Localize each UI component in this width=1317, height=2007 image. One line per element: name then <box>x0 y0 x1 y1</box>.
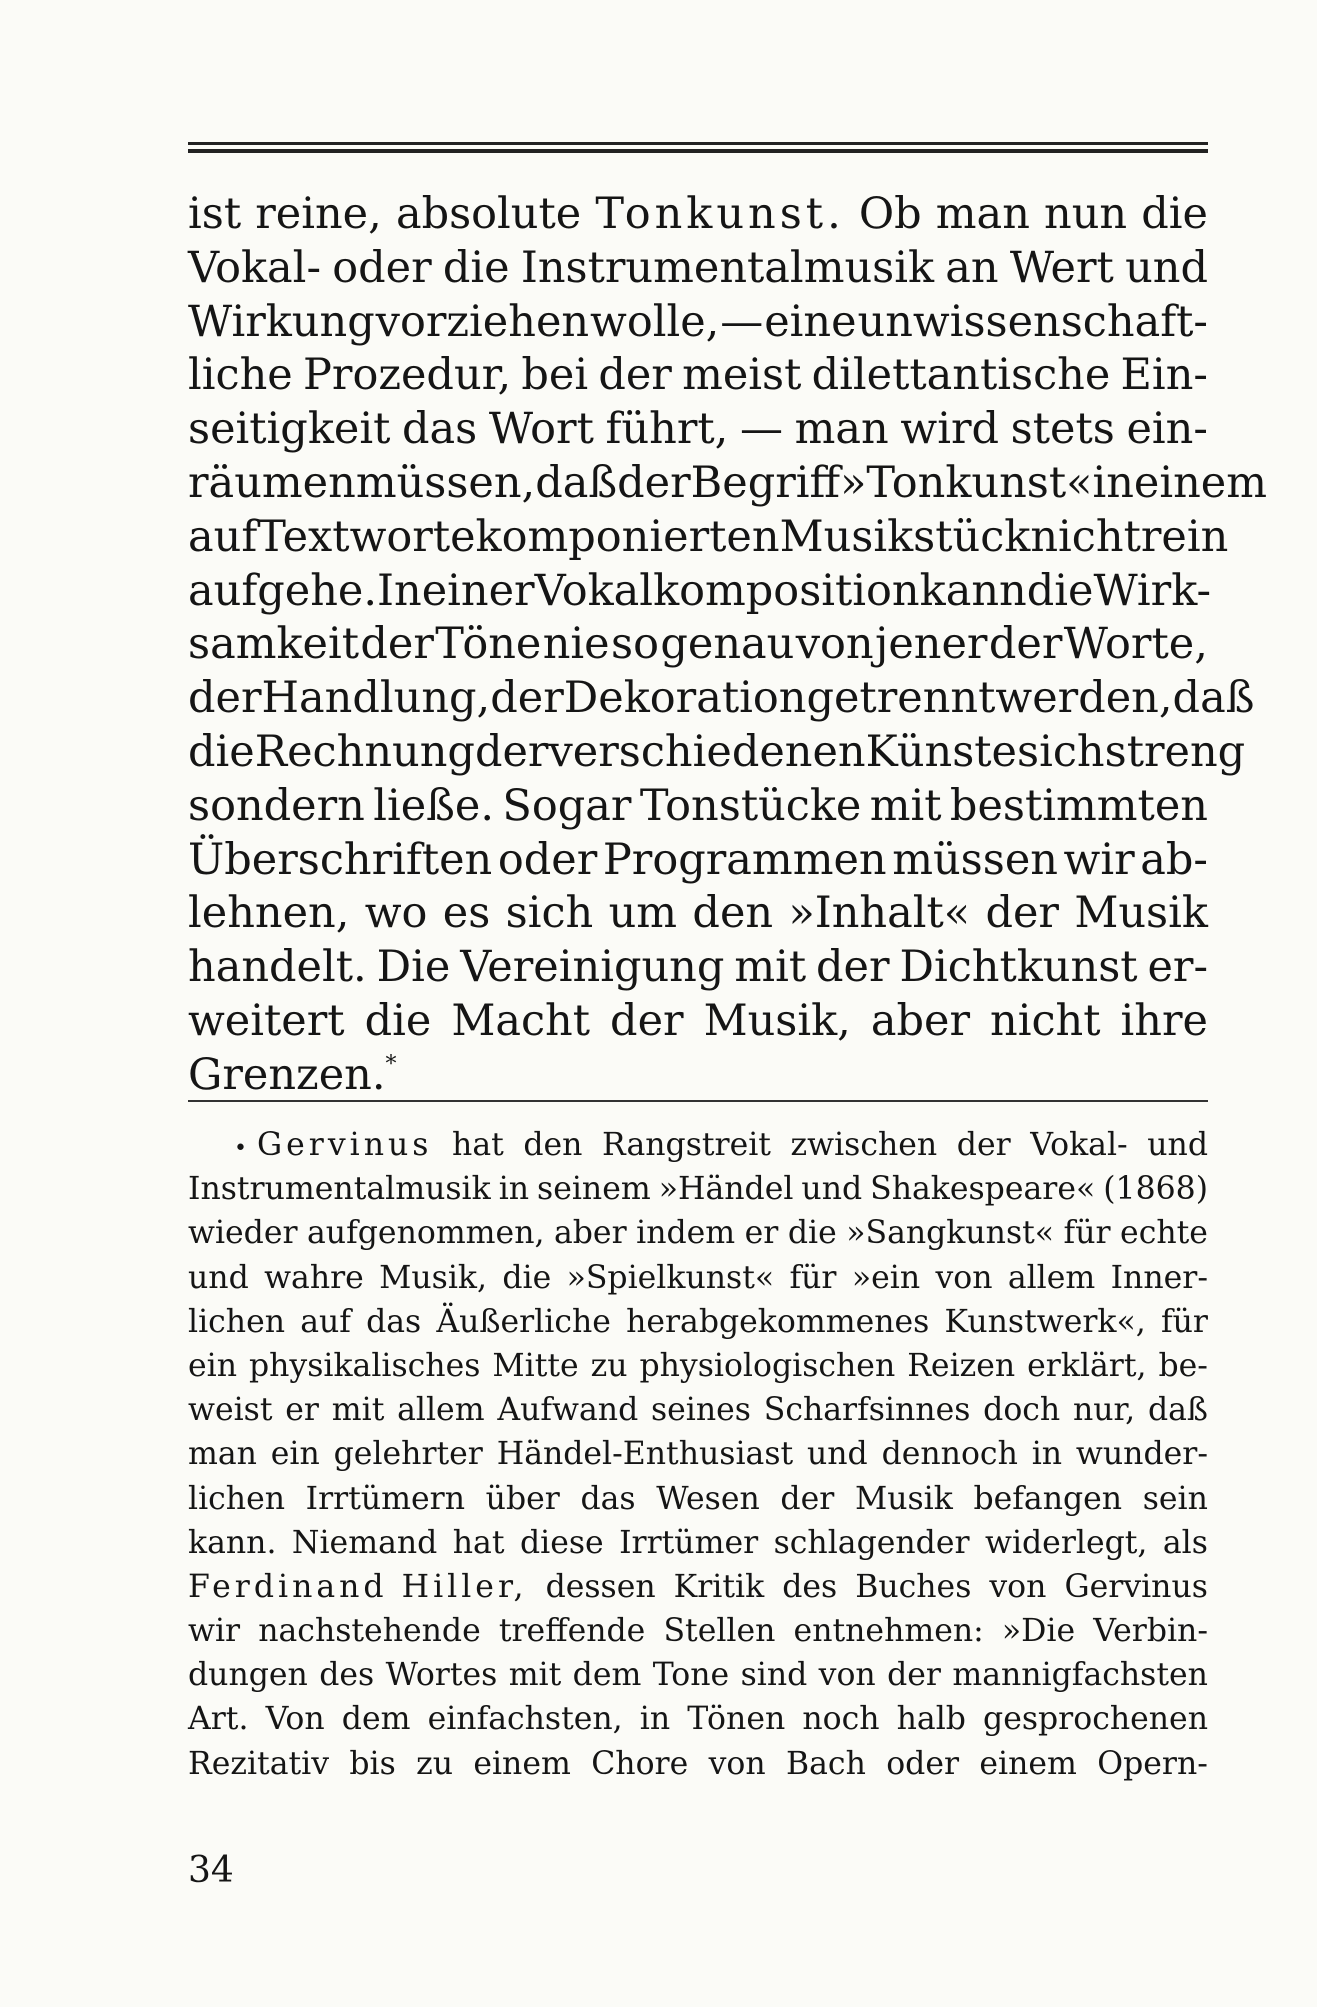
page-number: 34 <box>188 1850 234 1891</box>
word: »Sangkunst« <box>846 1215 1055 1252</box>
word: Instrumentalmusik <box>520 242 935 293</box>
word: in <box>639 1701 671 1738</box>
word: indem <box>636 1215 736 1252</box>
word: Chore <box>591 1745 689 1782</box>
word: halb <box>896 1701 966 1738</box>
word: Gervinus <box>256 1127 433 1163</box>
word: weitert <box>188 995 345 1046</box>
word: Kritik <box>673 1568 765 1605</box>
word: der <box>988 619 1063 670</box>
word: Tone <box>652 1657 730 1694</box>
word: samkeit <box>188 619 360 670</box>
word: be- <box>1158 1347 1208 1384</box>
text-line <box>188 511 1229 565</box>
word: zu <box>590 1347 628 1384</box>
word: gelehrter <box>333 1436 483 1473</box>
footnote-line <box>188 1300 1208 1344</box>
word: Inner- <box>1110 1259 1208 1296</box>
text-line <box>188 672 1255 726</box>
word: als <box>1162 1524 1208 1561</box>
word: lehnen, <box>188 888 350 939</box>
word: sein <box>1142 1480 1208 1517</box>
word: nun <box>1044 189 1128 239</box>
word: Tönen <box>687 1701 786 1738</box>
word: nicht <box>990 995 1101 1046</box>
word: ein <box>188 1347 238 1384</box>
word: zwischen <box>790 1127 938 1163</box>
word: seinem <box>537 1171 651 1208</box>
word: Grenzen. <box>188 1049 386 1100</box>
word: noch <box>802 1701 880 1738</box>
word: verschiedenen <box>548 726 866 777</box>
word: ab- <box>1140 834 1208 885</box>
word: in <box>498 1171 530 1208</box>
text-line <box>188 457 1268 511</box>
word: Rezitativ <box>188 1745 329 1782</box>
word: Von <box>265 1701 325 1738</box>
word: müssen, <box>355 457 536 508</box>
word: Aufwand <box>497 1392 639 1429</box>
word: der <box>490 673 564 724</box>
text-line <box>188 618 1208 672</box>
word: die <box>188 726 255 777</box>
footnote-line <box>188 1477 1208 1521</box>
word: der <box>617 457 691 508</box>
word: (1868) <box>1103 1171 1208 1208</box>
word: physiologischen <box>639 1347 896 1384</box>
word: Scharfsinnes <box>763 1392 971 1429</box>
word: den <box>692 888 774 939</box>
word: komponierten <box>475 511 780 562</box>
word: Händel-Enthusiast <box>496 1436 794 1473</box>
text-line <box>188 941 1208 995</box>
word: dem <box>341 1701 411 1738</box>
word: aufgehe. <box>188 565 378 616</box>
text-line <box>188 780 1208 834</box>
word: nicht <box>1030 511 1141 562</box>
word: oder <box>886 1745 960 1782</box>
word: Shakespeare« <box>870 1171 1096 1208</box>
word: von <box>935 1259 993 1296</box>
footnote-bullet: • <box>234 1136 247 1161</box>
word: man <box>188 1436 257 1473</box>
word: mit <box>869 780 942 831</box>
word: Begriff <box>690 457 841 508</box>
word: des <box>319 1657 375 1694</box>
word: stets <box>1010 404 1115 455</box>
word: »Händel <box>658 1171 794 1208</box>
word: Programmen <box>602 834 887 885</box>
header-rule-thin <box>188 142 1208 145</box>
word: liche <box>188 350 293 401</box>
word: sondern <box>188 780 365 831</box>
word: Musikstück <box>779 511 1031 562</box>
word: streng <box>1104 726 1246 777</box>
word: herabgekommenes <box>626 1303 930 1340</box>
word: erklärt, <box>1027 1347 1147 1384</box>
word: dem <box>572 1657 642 1694</box>
main-text-block <box>188 188 1268 1103</box>
word: der <box>360 619 434 670</box>
word: daß <box>1172 673 1255 724</box>
word: wahre <box>264 1259 364 1296</box>
word: die <box>1141 189 1208 239</box>
word: werden, <box>995 673 1173 724</box>
word: Macht <box>451 995 591 1046</box>
word: die <box>787 1215 837 1252</box>
word: von <box>795 619 874 670</box>
word: Äußerliche <box>436 1303 611 1340</box>
word: Dichtkunst <box>899 942 1138 993</box>
footnote-line <box>188 1388 1208 1432</box>
word: aufgenommen, <box>307 1215 545 1252</box>
word: Niemand <box>291 1524 438 1561</box>
word: »ein <box>851 1259 921 1296</box>
word: Irrtümer <box>619 1524 759 1561</box>
word: Tonkunst. <box>595 189 845 239</box>
word: Irrtümern <box>305 1480 466 1517</box>
word: oder <box>332 242 432 293</box>
word: des <box>782 1568 838 1605</box>
word: — <box>740 404 783 455</box>
word: reine, <box>255 189 382 239</box>
word: der <box>985 888 1059 939</box>
footnote-line <box>188 1167 1208 1211</box>
word: ein- <box>1126 404 1208 455</box>
word: von <box>708 1745 766 1782</box>
text-line <box>188 995 1208 1049</box>
word: Wesen <box>656 1480 760 1517</box>
word: gesprochenen <box>983 1701 1208 1738</box>
word: Musik, <box>703 995 851 1046</box>
word: Wort <box>488 404 594 455</box>
word: die <box>364 995 432 1046</box>
word: »Tonkunst« <box>840 457 1093 508</box>
word: einfachsten, <box>427 1701 623 1738</box>
word: »Inhalt« <box>788 888 971 939</box>
footnote-reference-mark[interactable]: * <box>385 1051 397 1077</box>
word: meist <box>682 350 802 401</box>
word: zu <box>416 1745 453 1782</box>
word: aber <box>553 1215 627 1252</box>
word: mit <box>331 1392 385 1429</box>
footnote-line <box>188 1521 1208 1565</box>
word: dilettantische <box>811 350 1111 401</box>
word: Tonstücke <box>639 780 862 831</box>
footnote-block <box>188 1123 1208 1786</box>
word: diese <box>519 1524 604 1561</box>
word: über <box>485 1480 560 1517</box>
word: mit <box>734 942 807 993</box>
word: ist <box>188 189 242 239</box>
footnote-line <box>188 1697 1208 1741</box>
word: hat <box>452 1524 505 1561</box>
word: »Die <box>1001 1613 1076 1650</box>
word: der <box>780 1480 835 1517</box>
word: kann. <box>188 1524 277 1561</box>
word: der <box>474 726 549 777</box>
text-line <box>188 834 1208 888</box>
word: auf <box>188 511 258 562</box>
word: Mitte <box>492 1347 579 1384</box>
word: Überschriften <box>188 834 493 885</box>
footnote-line <box>188 1123 1208 1167</box>
word: den <box>523 1127 583 1163</box>
word: ein <box>270 1436 320 1473</box>
word: in <box>1031 1436 1063 1473</box>
word: wir <box>1063 834 1135 885</box>
word: man <box>794 404 889 455</box>
word: handelt. <box>188 942 367 993</box>
word: einem <box>979 1745 1077 1782</box>
word: das <box>366 1303 422 1340</box>
word: Worte, <box>1063 619 1208 670</box>
word: die <box>502 1259 552 1296</box>
word: Vokalkomposition <box>534 565 920 616</box>
word: bei <box>521 350 589 401</box>
footnote-line <box>188 1653 1208 1697</box>
word: an <box>945 242 999 293</box>
word: echte <box>1120 1215 1208 1252</box>
word: die <box>1026 565 1094 616</box>
word: einer <box>421 565 535 616</box>
word: und <box>1147 1127 1208 1163</box>
word: jener <box>874 619 988 670</box>
word: rein <box>1140 511 1229 562</box>
word: man <box>935 189 1030 239</box>
word: ihre <box>1120 995 1208 1046</box>
word: — <box>720 296 764 347</box>
word: Wert <box>1009 242 1114 293</box>
word: Ob <box>858 189 922 239</box>
word: von <box>818 1657 876 1694</box>
word: wunder- <box>1075 1436 1208 1473</box>
word: es <box>442 888 491 939</box>
text-line <box>188 403 1208 457</box>
word: Wortes <box>385 1657 498 1694</box>
word: Verbin- <box>1093 1613 1208 1650</box>
word: er <box>744 1215 779 1252</box>
word: Musik <box>1074 888 1208 939</box>
word: schlagender <box>773 1524 970 1561</box>
word: unwissenschaft- <box>857 296 1208 347</box>
word: weist <box>188 1392 273 1429</box>
word: lichen <box>188 1303 286 1340</box>
header-double-rule <box>188 142 1208 154</box>
word: Ein- <box>1120 350 1208 401</box>
word: Reizen <box>907 1347 1016 1384</box>
word: der <box>887 1657 941 1694</box>
word: einem <box>473 1745 571 1782</box>
word: das <box>402 404 478 455</box>
word <box>234 1123 432 1167</box>
word: Vereinigung <box>460 942 725 993</box>
word: bestimmten <box>949 780 1208 831</box>
word: so <box>611 619 659 670</box>
word: entnehmen: <box>793 1613 984 1650</box>
word: mannigfachsten <box>952 1657 1208 1694</box>
word: führt, <box>605 404 729 455</box>
word: lichen <box>188 1480 286 1517</box>
word: für <box>1063 1215 1111 1252</box>
word: eine <box>764 296 857 347</box>
word: der <box>956 1127 1011 1163</box>
header-rule-thick <box>188 149 1208 153</box>
word: widerlegt, <box>984 1524 1148 1561</box>
word: daß <box>1147 1392 1208 1429</box>
word: genau <box>660 619 795 670</box>
footnote-line <box>188 1344 1208 1388</box>
footnote-line <box>188 1211 1208 1255</box>
word: sich <box>505 888 594 939</box>
word: allem <box>397 1392 485 1429</box>
word: wieder <box>188 1215 298 1252</box>
word: Die <box>376 942 451 993</box>
word: wolle, <box>590 296 720 347</box>
word: Art. <box>188 1701 249 1738</box>
word: mit <box>508 1657 562 1694</box>
word: der <box>816 942 890 993</box>
text-line <box>188 296 1208 350</box>
word: einem <box>1133 457 1268 508</box>
word: müssen <box>892 834 1058 885</box>
word: der <box>610 995 684 1046</box>
word: dessen <box>545 1568 656 1605</box>
word: Sogar <box>502 780 632 831</box>
word: ließe. <box>373 780 495 831</box>
word: der <box>598 350 672 401</box>
word: Rechnung <box>254 726 475 777</box>
word: die <box>442 242 510 293</box>
word: seines <box>651 1392 751 1429</box>
text-line <box>188 726 1246 780</box>
footnote-line <box>188 1742 1208 1786</box>
word: um <box>608 888 678 939</box>
word: Gervinus <box>1064 1568 1208 1605</box>
word: wo <box>364 888 428 939</box>
word: Musik, <box>379 1259 488 1296</box>
text-line <box>188 188 1208 242</box>
word: Vokal- <box>188 242 321 293</box>
word: physikalisches <box>248 1347 481 1384</box>
word: Buches <box>855 1568 972 1605</box>
word: daß <box>535 457 618 508</box>
word: Ferdinand Hiller, <box>188 1568 528 1605</box>
word: er- <box>1147 942 1208 993</box>
word: Musik <box>854 1480 953 1517</box>
word: allem <box>1007 1259 1096 1296</box>
word: Töne <box>435 619 542 670</box>
word: Wirk- <box>1093 565 1212 616</box>
word: Textworte <box>257 511 476 562</box>
word: in <box>1092 457 1134 508</box>
word: befangen <box>973 1480 1123 1517</box>
footnote-line <box>188 1256 1208 1300</box>
footnote-line <box>188 1432 1208 1476</box>
word: getrennt <box>806 673 996 724</box>
text-line <box>188 565 1212 619</box>
word: für <box>789 1259 837 1296</box>
footnote-line <box>188 1565 1208 1609</box>
word: Opern- <box>1097 1745 1208 1782</box>
word: das <box>580 1480 636 1517</box>
text-line <box>188 887 1208 941</box>
word: und <box>188 1259 249 1296</box>
word: Prozedur, <box>302 350 512 401</box>
word: auf <box>300 1303 351 1340</box>
word: sich <box>1017 726 1105 777</box>
word: und <box>806 1436 868 1473</box>
word: dennoch <box>881 1436 1018 1473</box>
word: Instrumentalmusik <box>188 1171 491 1208</box>
word: treffende <box>498 1613 646 1650</box>
word: Bach <box>786 1745 866 1782</box>
word: seitigkeit <box>188 404 391 455</box>
word: Rangstreit <box>602 1127 771 1163</box>
word: »Spielkunst« <box>566 1259 775 1296</box>
footnote-line <box>188 1609 1208 1653</box>
text-line <box>188 242 1208 296</box>
word: und <box>801 1171 863 1208</box>
word: hat <box>452 1127 504 1163</box>
word: aber <box>870 995 971 1046</box>
word: wir <box>188 1613 241 1650</box>
word: Stellen <box>663 1613 776 1650</box>
word: Handlung, <box>261 673 491 724</box>
word: sind <box>740 1657 808 1694</box>
word: nie <box>542 619 610 670</box>
word: räumen <box>188 457 356 508</box>
word: für <box>1160 1303 1208 1340</box>
word: oder <box>497 834 598 885</box>
word: Künste <box>865 726 1018 777</box>
text-line-last <box>188 1049 1208 1103</box>
word: doch <box>983 1392 1061 1429</box>
word: Kunstwerk«, <box>944 1303 1146 1340</box>
word: Dekoration <box>563 673 807 724</box>
text-line <box>188 349 1208 403</box>
word: kann <box>919 565 1027 616</box>
word: nur, <box>1072 1392 1136 1429</box>
word: und <box>1125 242 1208 293</box>
word: nachstehende <box>258 1613 481 1650</box>
word: In <box>377 565 422 616</box>
word: absolute <box>395 189 582 239</box>
word: Vokal- <box>1030 1127 1128 1163</box>
word: von <box>989 1568 1047 1605</box>
word: Wirkung <box>188 296 375 347</box>
word: dungen <box>188 1657 308 1694</box>
word: wird <box>900 404 1000 455</box>
word: bis <box>349 1745 396 1782</box>
word: der <box>188 673 262 724</box>
footnote-separator <box>188 1100 1208 1102</box>
word: vorziehen <box>375 296 590 347</box>
word: er <box>285 1392 319 1429</box>
